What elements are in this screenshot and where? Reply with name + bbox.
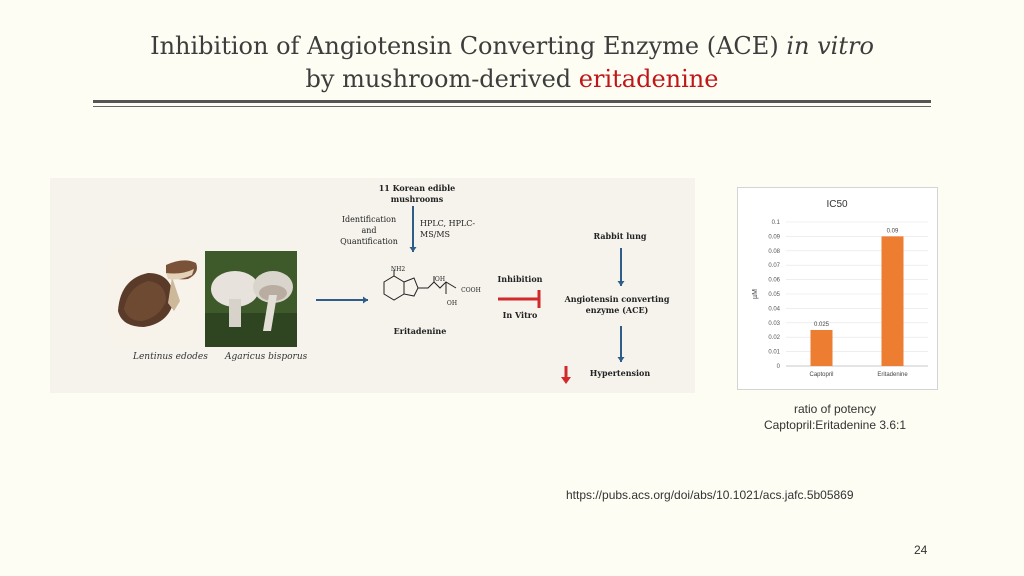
title-line-2 bbox=[60, 63, 964, 96]
rabbit-lung-label: Rabbit lung bbox=[593, 231, 647, 241]
chart-y-tick-label: 0.07 bbox=[768, 263, 780, 270]
eritadenine-label: Eritadenine bbox=[393, 326, 447, 336]
title-by-text: by mushroom-derived bbox=[305, 65, 572, 93]
down-arrow-head bbox=[561, 377, 571, 384]
identification-label: Identification and Quantification bbox=[340, 215, 398, 246]
ic50-chart-svg bbox=[738, 188, 937, 389]
chart-y-tick-label: 0.03 bbox=[768, 320, 780, 327]
page-number: 24 bbox=[914, 543, 928, 557]
title-rule-thick bbox=[93, 100, 931, 103]
mushrooms-label: 11 Korean edible mushrooms bbox=[378, 183, 456, 204]
graphical-abstract bbox=[50, 178, 695, 393]
title-in-vitro: in vitro bbox=[786, 32, 874, 60]
chart-y-tick-label: 0.1 bbox=[771, 220, 780, 226]
chart-data-label: 0.09 bbox=[886, 228, 899, 235]
chart-y-tick-label: 0.06 bbox=[768, 277, 780, 284]
hypertension-label: Hypertension bbox=[589, 368, 651, 378]
title-rule-thin bbox=[93, 106, 931, 107]
chart-y-tick-label: 0.09 bbox=[768, 234, 780, 241]
flow-arrows bbox=[50, 178, 695, 393]
title-eritadenine: eritadenine bbox=[578, 65, 719, 93]
in-vitro-label: In Vitro bbox=[502, 310, 538, 320]
chart-y-tick-label: 0.05 bbox=[768, 292, 780, 298]
oh-label-1: OH bbox=[434, 276, 446, 283]
cooh-label: COOH bbox=[461, 287, 481, 294]
ratio-line-1: ratio of potency bbox=[793, 402, 877, 416]
nh2-label: NH2 bbox=[390, 266, 406, 273]
chart-data-label: 0.025 bbox=[813, 322, 830, 328]
chart-y-tick-label: 0.04 bbox=[768, 306, 780, 313]
reference-url[interactable]: https://pubs.acs.org/doi/abs/10.1021/acs.jafc.5b05869 bbox=[566, 488, 854, 502]
arrow-mushrooms-to-compound-head bbox=[410, 247, 417, 252]
arrow-photos-to-compound-head bbox=[363, 297, 368, 304]
chart-y-tick-label: 0.02 bbox=[768, 335, 780, 342]
chart-bar bbox=[882, 236, 904, 366]
oh-label-2: OH bbox=[446, 300, 458, 307]
inhibition-label: Inhibition bbox=[497, 274, 543, 284]
ratio-line-2: Captopril:Eritadenine 3.6:1 bbox=[763, 418, 907, 432]
arrow-ace-to-hypertension-head bbox=[618, 357, 625, 362]
title-line-1 bbox=[60, 30, 964, 63]
hplc-label: HPLC, HPLC-MS/MS bbox=[420, 219, 476, 239]
chart-title: IC50 bbox=[826, 199, 848, 210]
agaricus-caption: Agaricus bisporus bbox=[225, 352, 308, 362]
slide-title bbox=[60, 30, 964, 96]
chart-x-tick-label: Captopril bbox=[809, 372, 834, 378]
lentinus-caption: Lentinus edodes bbox=[133, 352, 208, 362]
chart-y-tick-label: 0.08 bbox=[768, 248, 780, 255]
chart-x-tick-label: Eritadenine bbox=[877, 372, 908, 378]
chart-y-axis-label: µM bbox=[752, 289, 759, 299]
ace-label: Angiotensin converting enzyme (ACE) bbox=[564, 294, 670, 315]
ic50-chart bbox=[737, 187, 938, 390]
chart-y-tick-label: 0.01 bbox=[768, 349, 780, 356]
arrow-lung-to-ace-head bbox=[618, 281, 625, 286]
chart-bar bbox=[811, 330, 833, 366]
title-main-text: Inhibition of Angiotensin Converting Enzyme (ACE) bbox=[150, 32, 779, 60]
chart-y-tick-label: 0 bbox=[776, 364, 780, 370]
